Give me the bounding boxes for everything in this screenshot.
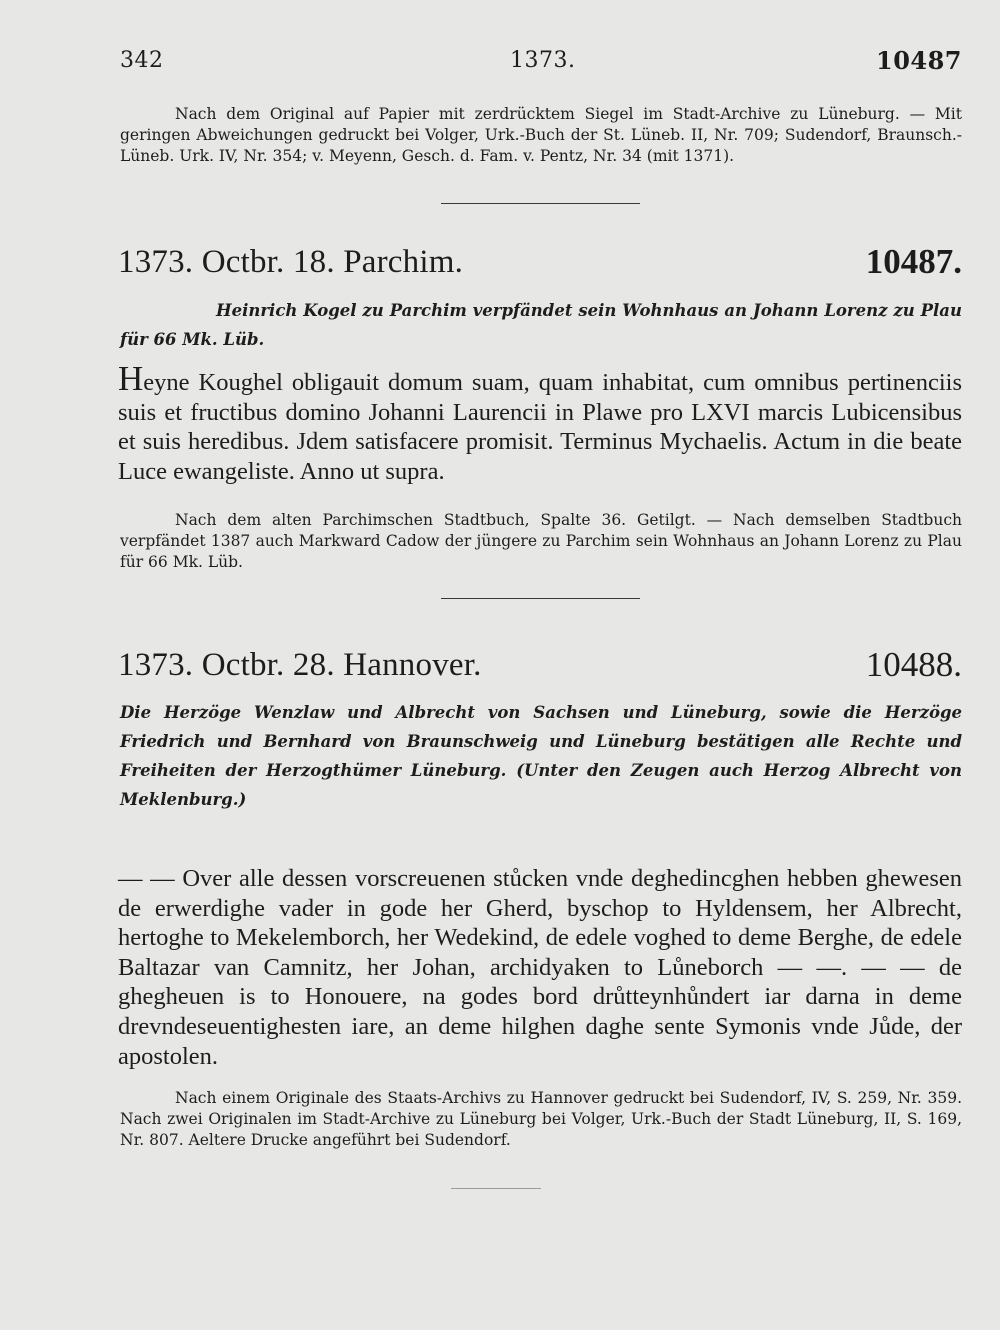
entry-text-body: eyne Koughel obligauit domum suam, quam inhabitat, cum omnibus pertinenciis suis et fructibus domino Johanni Laurencii in Plawe pro LXVI marcis Lubicensibus et suis heredibus. Jdem satisfacere promisit. Terminus Mychaelis. Actum in die beate Luce ewangeliste. Anno ut supra. xyxy=(118,369,962,485)
previous-entry-source-note: Nach dem Original auf Papier mit zerdrücktem Siegel im Stadt-Archive zu Lüneburg. — Mit geringen Abweichungen gedruckt bei Volger, Urk.-Buch der St. Lüneb. II, Nr. 709; Sudendorf, Braunsch.-Lüneb. Urk. IV, Nr. 354; v. Meyenn, Gesch. d. Fam. v. Pentz, Nr. 34 (mit 1371). xyxy=(120,105,962,165)
separator-rule xyxy=(441,203,640,204)
header-year: 1373. xyxy=(510,48,576,73)
entry-date-place: 1373. Octbr. 18. Parchim. xyxy=(118,244,464,280)
running-header xyxy=(120,46,962,80)
entry-heading xyxy=(118,643,962,691)
initial-letter: H xyxy=(118,359,144,398)
entry-regest: Heinrich Kogel zu Parchim verpfändet sein Wohnhaus an Johann Lorenz zu Plau für 66 Mk. Lüb. xyxy=(120,301,962,349)
entry-regest: Die Herzöge Wenzlaw und Albrecht von Sachsen und Lüneburg, sowie die Herzöge Friedrich und Bernhard von Braunschweig und Lüneburg bestätigen alle Rechte und Freiheiten der Herzogthümer Lüneburg. (Unter den Zeugen auch Herzog Albrecht von Meklenburg.) xyxy=(120,703,962,809)
separator-rule xyxy=(451,1188,541,1189)
separator-rule xyxy=(441,598,640,599)
entry-text xyxy=(118,359,962,486)
entry-number: 10487. xyxy=(865,242,962,281)
entry-number: 10488. xyxy=(865,645,962,684)
header-document-number: 10487 xyxy=(876,46,962,75)
entry-source-note: Nach dem alten Parchimschen Stadtbuch, Spalte 36. Getilgt. — Nach demselben Stadtbuch verpfändet 1387 auch Markward Cadow der jüngere zu Parchim sein Wohnhaus an Johann Lorenz zu Plau für 66 Mk. Lüb. xyxy=(120,511,962,571)
entry-source-note: Nach einem Originale des Staats-Archivs zu Hannover gedruckt bei Sudendorf, IV, S. 259, Nr. 359. Nach zwei Originalen im Stadt-Archive zu Lüneburg bei Volger, Urk.-Buch der Stadt Lüneburg, II, S. 169, Nr. 807. Aeltere Drucke angeführt bei Sudendorf. xyxy=(120,1089,962,1149)
page-number: 342 xyxy=(120,48,164,73)
entry-text: — — Over alle dessen vorscreuenen stůcken vnde deghedincghen hebben ghewesen de erwerdighe vader in gode her Gherd, byschop to Hyldensem, her Albrecht, hertoghe to Mekelemborch, her Wedekind, de edele voghed to deme Berghe, de edele Baltazar van Camnitz, her Johan, archidyaken to Lůneborch — —. — — de ghegheuen is to Honouere, na godes bord drůtteynhůndert iar darna in deme drevndeseuentighesten iare, an deme hilghen daghe sente Symonis vnde Jůde, der apostolen. xyxy=(118,865,962,1070)
entry-date-place: 1373. Octbr. 28. Hannover. xyxy=(118,647,482,683)
entry-heading xyxy=(118,240,962,288)
